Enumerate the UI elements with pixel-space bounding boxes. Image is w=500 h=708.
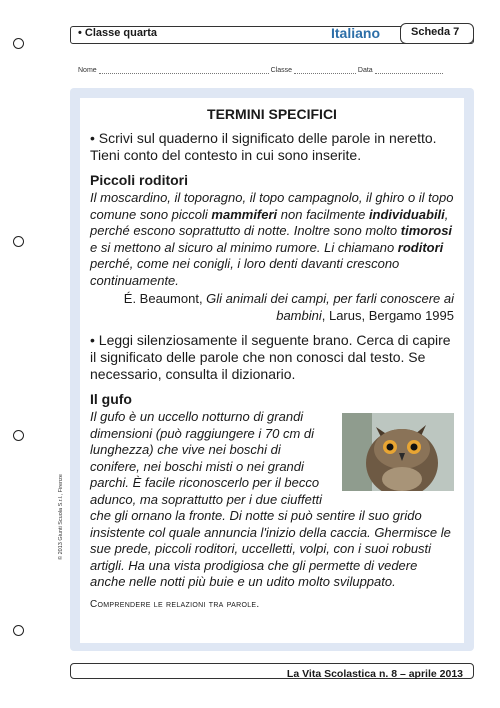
binder-hole — [13, 236, 24, 247]
source-citation: É. Beaumont, Gli animali dei campi, per farli conoscere ai bambini, Larus, Bergamo 1995 — [123, 291, 454, 323]
owl-photo — [342, 413, 454, 491]
gufo-text: Il gufo è un uccello notturno di grandi dimensioni (può raggiungere i 70 cm di lunghezza) che vive nei boschi di conifere, nei boschi misti o nei grandi parchi. È facile riconoscerlo per il becco adunco, ma soprattutto per i due ciuffetti che gli ornano la fronte. Di notte si può sentire il suo grido insistente col quale annuncia l'inizio della caccia. Ghermisce le sue prede, piccoli roditori, uccelletti, volpi, con i suoi robusti artigli. Ha una vista prodigiosa che gli permette di vedere anche nelle notti più buie e un udito molto sviluppato. — [90, 409, 451, 589]
gufo-heading: Il gufo — [90, 391, 132, 407]
sheet-number: Scheda 7 — [411, 26, 460, 38]
binder-hole — [13, 38, 24, 49]
class-field-label: Classe — [270, 67, 292, 74]
skill-label: Comprendere le relazioni tra parole. — [90, 598, 260, 610]
worksheet-header — [70, 26, 474, 44]
class-label: • Classe quarta — [78, 27, 158, 39]
subject-label: Italiano — [331, 25, 381, 41]
name-line[interactable] — [99, 66, 269, 74]
date-label: Data — [357, 67, 373, 74]
copyright: © 2013 Giunti Scuola S.r.l., Firenze — [58, 474, 64, 560]
gufo-section — [90, 409, 454, 591]
footer-bar — [70, 663, 474, 679]
class-line[interactable] — [294, 66, 356, 74]
date-line[interactable] — [375, 66, 443, 74]
content-card — [80, 98, 464, 643]
instruction-1: • Scrivi sul quaderno il significato delle parole in neretto. Tieni conto del contesto in cui sono inserite. — [90, 130, 437, 163]
content-panel — [70, 88, 474, 651]
roditori-text: Il moscardino, il toporagno, il topo campagnolo, il ghiro o il topo comune sono piccoli mammiferi non facilmente individuabili, perché escono soprattutto di notte. Inoltre sono molto timorosi e si mettono al sicuro al minimo rumore. Li chiamano roditori perché, come nei conigli, i loro denti davanti crescono continuamente. — [90, 190, 454, 288]
roditori-heading: Piccoli roditori — [90, 172, 189, 188]
footer-text: La Vita Scolastica n. 8 – aprile 2013 — [286, 668, 463, 680]
page-title: TERMINI SPECIFICI — [207, 106, 337, 122]
binder-hole — [13, 430, 24, 441]
instruction-2: • Leggi silenziosamente il seguente brano. Cerca di capire il significato delle parole che non conosci dal testo. Se necessario, consulta il dizionario. — [90, 332, 451, 382]
name-fields — [78, 66, 478, 74]
sheet-tab — [400, 23, 474, 44]
binder-hole — [13, 625, 24, 636]
name-label: Nome — [78, 67, 97, 74]
